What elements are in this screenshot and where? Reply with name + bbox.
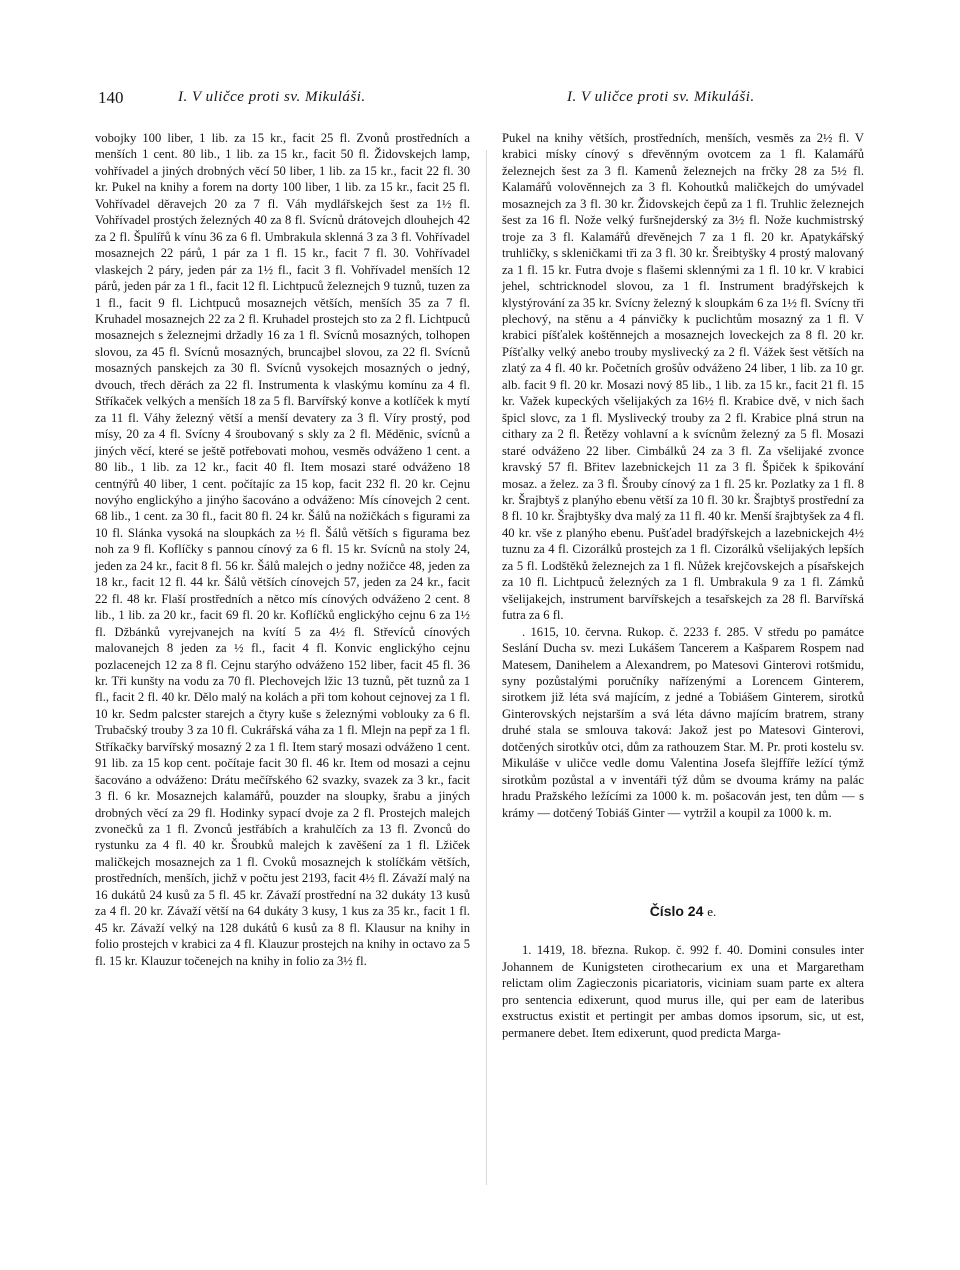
latin-entry-1419: 1. 1419, 18. března. Rukop. č. 992 f. 40. Domini consules inter Johannem de Kunigsteten cirothecarium ex una et Margaretham relictam olim Zagieczonis picariatoris, viciniam suam parte ex altera pro sentencia edixerunt, quod murus ille, qui per eam de lateribus exstructus existit et pertingit per ambas domos ipsorum, sic, ut est, permanere debet. Item edixerunt, quod predicta Marga- [502, 943, 864, 1040]
section-heading-suffix: e. [707, 904, 717, 920]
section-heading-number: Číslo 24 [649, 903, 704, 920]
inventory-list-text: vobojky 100 liber, 1 lib. za 15 kr., facit 25 fl. Zvonů prostředních a menších 1 cent. 80 lib., 1 lib. za 15 kr., facit 50 fl. Židovskejch lamp, vohřívadel a jiných drobných věcí 50 liber, 1 lib. za 15 kr., facit 22 fl. 30 kr. Pukel na knihy a forem na dorty 100 liber, 1 lib. za 15 kr., facit 25 fl. Vohřívadel děravejch 20 za 7 fl. Váh mydlářskejch šest za 1½ fl. Vohřívadel prostých železných 40 za 8 fl. Svícnů drátovejch dlouhejch 42 za 2 fl. Špulířů k vínu 36 za 6 fl. Umbrakula sklenná 3 za 3 fl. Vohřívadel mosaznejch 22 párů, 1 pár za 1 fl. 15 kr., facit 7 fl. 30. Vohřívadel vlaskejch 2 páry, jeden pár za 1½ fl., facit 3 fl. Vohřívadel menších 12 párů, jeden pár za 1 fl., facit 12 fl. Lichtpuců železnejch 9 tuznů, tuzen za 1 fl., facit 9 fl. Lichtpuců mosaznejch větších, menších 35 za 7 fl. Kruhadel mosaznejch 22 za 2 fl. Kruhadel prostejch sto za 2 fl. Lichtpuců mosaznejch s železnejmi držadly 16 za 1 fl. Svícnů mosazných, tolhopen slovou, za 45 fl. Svícnů mosazných, bruncajbel slovou, za 22 fl. Svícnů mosazných panskejch za 30 fl. Svícnů vysokejch mosazných o jedný, dvouch, třech děrách za 22 fl. Instrumenta k vlaskýmu komínu za 4 fl. Stříkaček velkých a menších 18 za 5 fl. Barvířský konve a kotlíček k mytí za 11 fl. Váhy železný větší a menší devatery za 3 fl. Víry prostý, pod mísy, 20 za 4 fl. Svícny 4 šroubovaný s skly za 2 fl. Měděnic, svícnů a jiných věcí, které se ještě potřebovati mohou, vesměs odváženo 1 cent. a 80 lib., 1 lib. za 12 kr., facit 40 fl. Item mosazi staré odváženo 18 centnýřů 40 liber, 1 cent. počítajíc za 15 kop, facit 232 fl. 20 kr. Cejnu novýho englickýho a jinýho šacováno a odváženo: Mís cínovejch 2 cent. 68 lib., 1 cent. za 30 fl., facit 80 fl. 24 kr. Šálů na nožičkách s figurami za 10 fl. Slánka vysoká na sloupkách za ½ fl. Šálů větších s figurama bez noh za 9 fl. Koflíčky s pannou cínový za 6 fl. 15 kr. Svícnů na stoly 24, jeden za 24 kr., facit 8 fl. 56 kr. Šálů malejch o jedny nožičce 48, jeden za 18 kr., facit 12 fl. 44 kr. Šálů větších cínovejch 57, jeden za 24 kr., facit 22 fl. 48 kr. Flaší prostředních a nětco mís cínových odváženo 2 cent. 8 lib., 1 lib. za 20 kr., facit 69 fl. 20 kr. Koflíčků englickýho cejnu 6 za 1½ fl. Džbánků vyrejvanejch na kvítí 5 za 4½ fl. Střevíců cínových malovanejch 8 jeden za ½ fl., facit 4 fl. Konvic englickýho cejnu pozlacenejch 12 za 8 fl. Cejnu starýho odváženo 152 liber, facit 45 fl. 36 kr. Tři kunšty na vodu za 70 fl. Plechovejch lžic 13 tuznů, pět tuznů za 1 fl., facit 2 fl. 40 kr. Dělo malý na kolách a při tom kohout cejnovej za 1 fl. 10 kr. Sedm palcster starejch a čtyry kuše s železnými voblouky za 6 fl. Trubačský trouby 3 za 10 fl. Cukrářská váha za 1 fl. Mlejn na pepř za 1 fl. Stříkačky barvířský mosazný 2 za 1 fl. Item starý mosazi odváženo 1 cent. 91 lib. za 15 kop cent. počítaje facit 30 fl. 46 kr. Item od mosazi a cejnu šacováno a odváženo: Drátu mečířského 62 svazky, svazek za 3 kr., facit 3 fl. 6 kr. Mosaznejch kalamářů, pouzder na sloupky, šrabu a jiných drobných věcí za 29 fl. Hodinky sypací dvoje za 2 fl. Prostejch malejch zvonečků za 1 fl. Zvonců jestřábích a krahulčích za 13 fl. Zvonců do rystunku za 4 fl. 40 kr. Šroubků malejch k zavěšení za 1 fl. Lžiček maličkejch mosaznejch za 1 fl. Cvoků mosaznejch k stolíčkám větších, prostředních, menších, jichž v počtu jest 2193, facit 4½ fl. Závaží malý na 16 dukátů 24 kusů za 5 fl. 45 kr. Závaží prostřední na 32 dukáty 13 kusů za 4 fl. 20 kr. Závaží větší na 64 dukáty 3 kusy, 1 kus za 35 kr., facit 1 fl. 45 kr. Závaží velký na 128 dukátů 6 kusů za 8 fl. Klausur na knihy in folio prostejch v krabici za 4 fl. Klauzur prostejch na knihy in octavo za 5 fl. 15 kr. Klauzur točenejch na knihy in folio za 3½ fl. [95, 131, 470, 968]
inventory-list-continuation: Pukel na knihy větších, prostředních, menších, vesměs za 2½ fl. V krabici mísky cínový s dřevěnným ovotcem za 1 fl. Kalamářů železnejch šest za 3 fl. Kamenů železnejch na frčky 28 za 5½ fl. Kalamářů volověnnejch za 3 fl. Kohoutků maličkejch do umývadel mosaznejch za 3 fl. 30 kr. Židovskejch čepů za 1 fl. Truhlic železnejch šest za 16 fl. Nože velký furšnejderský za 3½ fl. Nože kuchmistrský troje za 3 fl. Kalamářů dřevěnejch 7 za 1 fl. 20 kr. Apatykářský truhličky, s skleničkami tři za 3 fl. 30 kr. Šreibtyšky 4 prostý malovaný za 1 fl. 15 kr. Futra dvoje s flašemi sklennými za 1 fl. 10 kr. V krabici jehel, schtricknodel slovou, za 1 fl. Instrument bradýřskejch k klystýrování za 35 kr. Svícny železný k sloupkám 6 za 1½ fl. Svícny tři plechový, na stěnu a 4 pánvičky k puclichtům mosazný za 1 fl. V krabici píšťalek koštěnnejch a mosaznejch loveckejch za 8 fl. 20 kr. Píšťalky velký anebo trouby myslivecký za 2 fl. Vážek šest větších na zlatý za 4 fl. 40 kr. Početních grošův odváženo 24 liber, 1 lib. za 10 gr. alb. facit 9 fl. 20 kr. Mosazi nový 85 lib., 1 lib. za 15 kr., facit 21 fl. 15 kr. Važek kupeckých všelijakých za 16½ fl. Krabice dvě, v nich šach špicl slovc, za 1 fl. Myslivecký trouby za 2 fl. Krabice plná strun na citharу za 2 fl. Řetězy vohlavní a k svícnům železný za 5 fl. Mosazi staré odváženo 22 liber. Cimbálků 24 za 3 fl. Za všelijaké zvonce kravský 57 fl. Břitev lazebnickejch 11 za 3 fl. Špiček k špikování mosaz. a želez. za 3 fl. Šrouby cínový za 1 fl. 25 kr. Pozlatky za 1 fl. 8 kr. Šrajbtyš z planýho ebenu větší za 10 fl. 30 kr. Šrajbtyš prostřední za 8 fl. 10 kr. Šrajbtyšky dva malý za 11 fl. 40 kr. Menší šrajbtyšek za 4 fl. 40 kr. vše z planýho ebenu. Pušťadel bradýřskejch a lazebnickejch 4½ tuznu za 4 fl. Cizorálků prostejch za 1 fl. Cizorálků všelijakých lepších za 5 fl. Lodštěků železnejch za 1 fl. Nůžek krejčovskejch a písařskejch za 10 fl. Lichtpuců železných za 1 fl. Umbrakula 9 za 1 fl. Zámků všelijakejch, instrument barvířskejch a tesařskejch za 28 fl. Barvířská futra za 6 fl. [502, 131, 864, 623]
column-divider [486, 150, 487, 1185]
section-spacer [502, 821, 864, 903]
running-title-left: I. V uličce proti sv. Mikuláši. [178, 89, 366, 105]
running-title-right: I. V uličce proti sv. Mikuláši. [567, 89, 755, 105]
running-header [0, 88, 960, 114]
section-heading [502, 903, 864, 920]
left-column [95, 130, 470, 969]
contract-entry-1615: . 1615, 10. června. Rukop. č. 2233 f. 285. V středu po památce Seslání Ducha sv. mezi Lukášem Tancerem a Kašparem Rospem nad Matesem, Danihelem a Alexandrem, po Matesovi Ginterovi rotšmidu, syny pozůstalými poručníky nařízenými a Lorencem Ginterem, sirotkem již léta svá majícím, z jedné a Tobiášem Ginterem, sirotků Ginterovských nejstarším a svá léta dávno majícím bratrem, strany druhé stala se smlouva taková: Jakož jest po Matesovi Ginterovi, dotčených sirotkův otci, dům za rathouzem Star. M. Pr. proti kostelu sv. Mikuláše v uličce vedle domu Valentina Josefa šlejffíře ležící týmž sirotkům pozůstal a v inventáři týž dům se dvouma krámy na palác hradu Pražského ležícími za 1000 k. m. pošacován jest, ten dům — s krámy — dotčený Tobiáš Ginter — vytržil a koupil za 1000 k. m. [502, 624, 864, 820]
right-column [502, 130, 864, 1041]
page-number: 140 [98, 88, 124, 107]
